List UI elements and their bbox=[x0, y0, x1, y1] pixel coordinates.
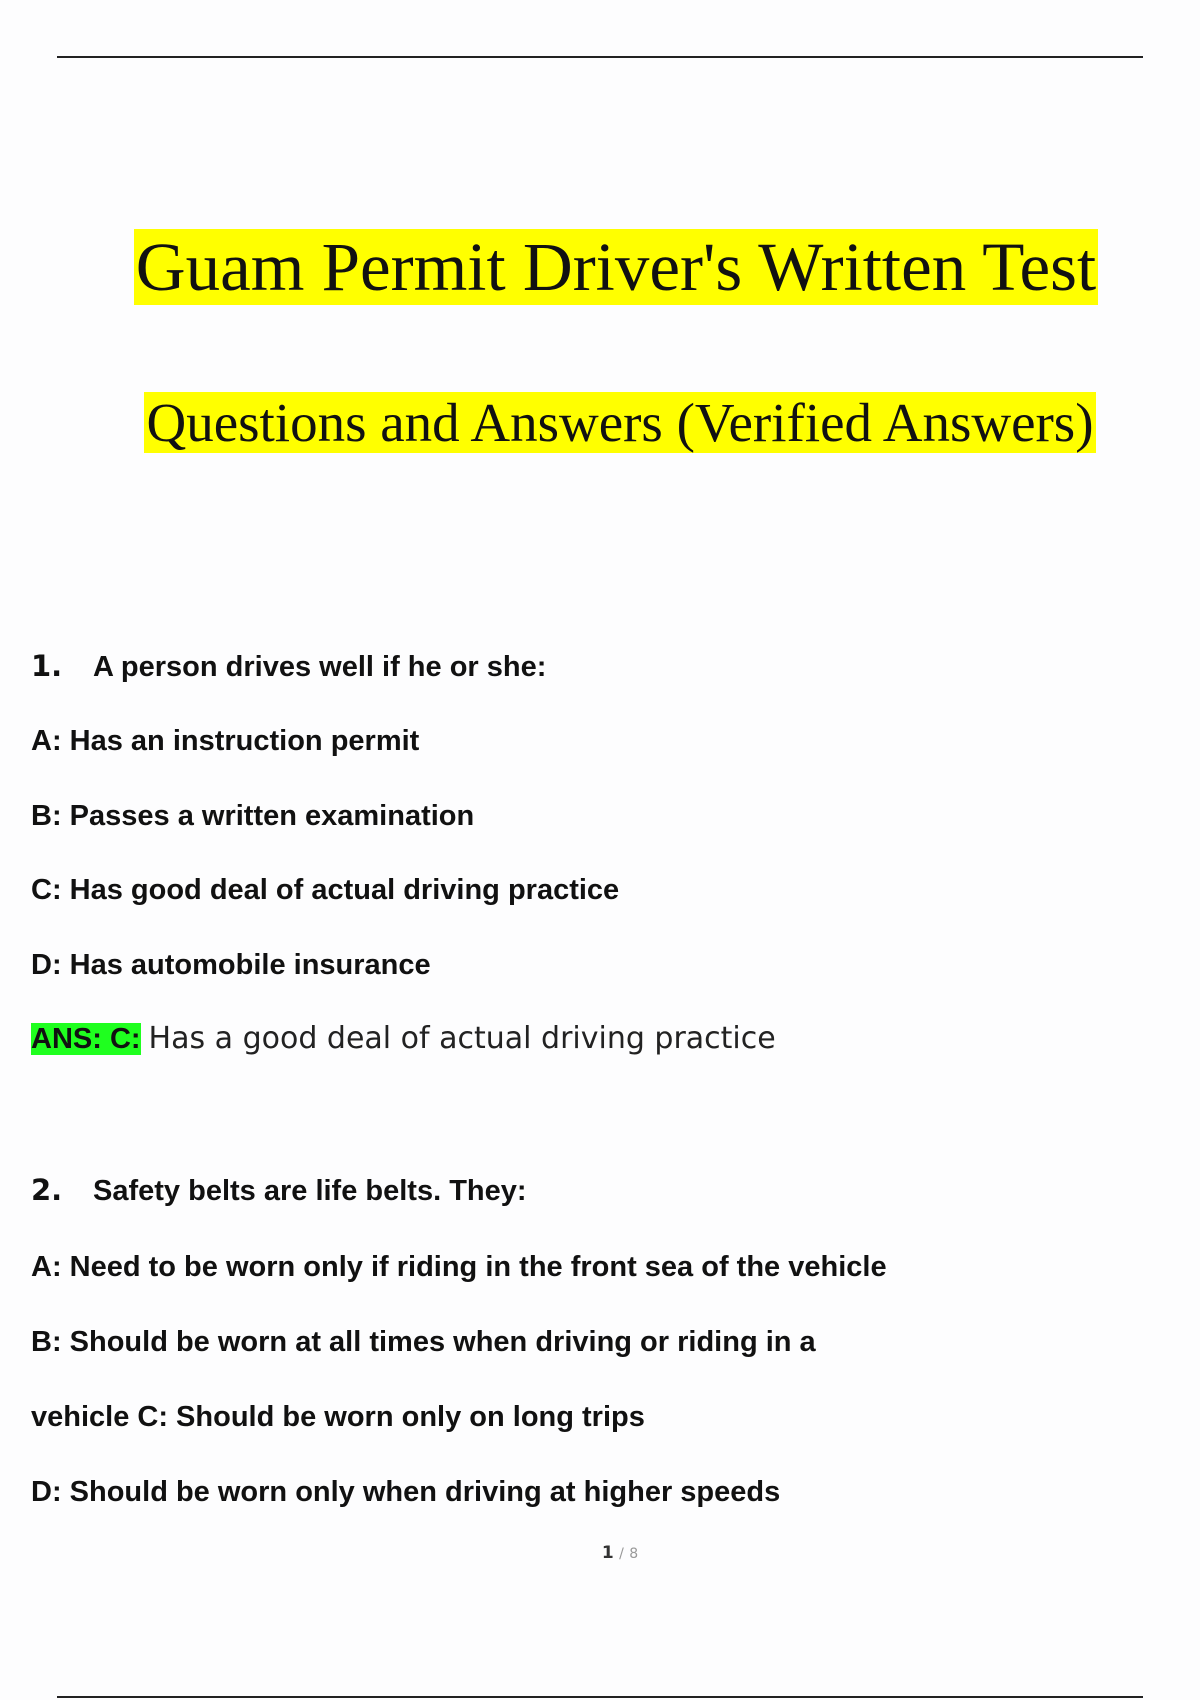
question-1-answer bbox=[31, 1021, 776, 1057]
document-subtitle bbox=[0, 390, 1200, 456]
page-separator: / bbox=[619, 1546, 624, 1562]
answer-text: Has a good deal of actual driving practice bbox=[148, 1021, 776, 1056]
page-current: 1 bbox=[601, 1543, 614, 1563]
question-1-option-c: C: Has good deal of actual driving practice bbox=[31, 874, 620, 906]
title-text: Guam Permit Driver's Written Test bbox=[135, 229, 1097, 305]
question-2-option-a: A: Need to be worn only if riding in the front sea of the vehicle bbox=[31, 1251, 887, 1283]
document-title bbox=[0, 226, 1200, 308]
question-1-option-d: D: Has automobile insurance bbox=[31, 949, 431, 981]
page-number bbox=[0, 1543, 1200, 1563]
question-2-option-b: B: Should be worn at all times when driving or riding in a bbox=[31, 1326, 816, 1358]
question-1-heading bbox=[31, 648, 546, 685]
question-2-text: Safety belts are life belts. They: bbox=[93, 1175, 527, 1207]
question-1-option-a: A: Has an instruction permit bbox=[31, 725, 420, 757]
question-2-option-c: vehicle C: Should be worn only on long trips bbox=[31, 1401, 645, 1433]
top-divider bbox=[57, 56, 1143, 58]
question-2-heading bbox=[31, 1172, 527, 1209]
question-1-option-b: B: Passes a written examination bbox=[31, 800, 475, 832]
question-1-number: 1. bbox=[31, 649, 63, 683]
bottom-divider bbox=[57, 1696, 1143, 1698]
page-total: 8 bbox=[629, 1546, 639, 1562]
question-2-option-d: D: Should be worn only when driving at higher speeds bbox=[31, 1476, 781, 1508]
question-1-text: A person drives well if he or she: bbox=[93, 651, 547, 683]
subtitle-text: Questions and Answers (Verified Answers) bbox=[146, 392, 1094, 453]
question-2-number: 2. bbox=[31, 1173, 63, 1207]
answer-label: ANS: C: bbox=[31, 1023, 141, 1055]
